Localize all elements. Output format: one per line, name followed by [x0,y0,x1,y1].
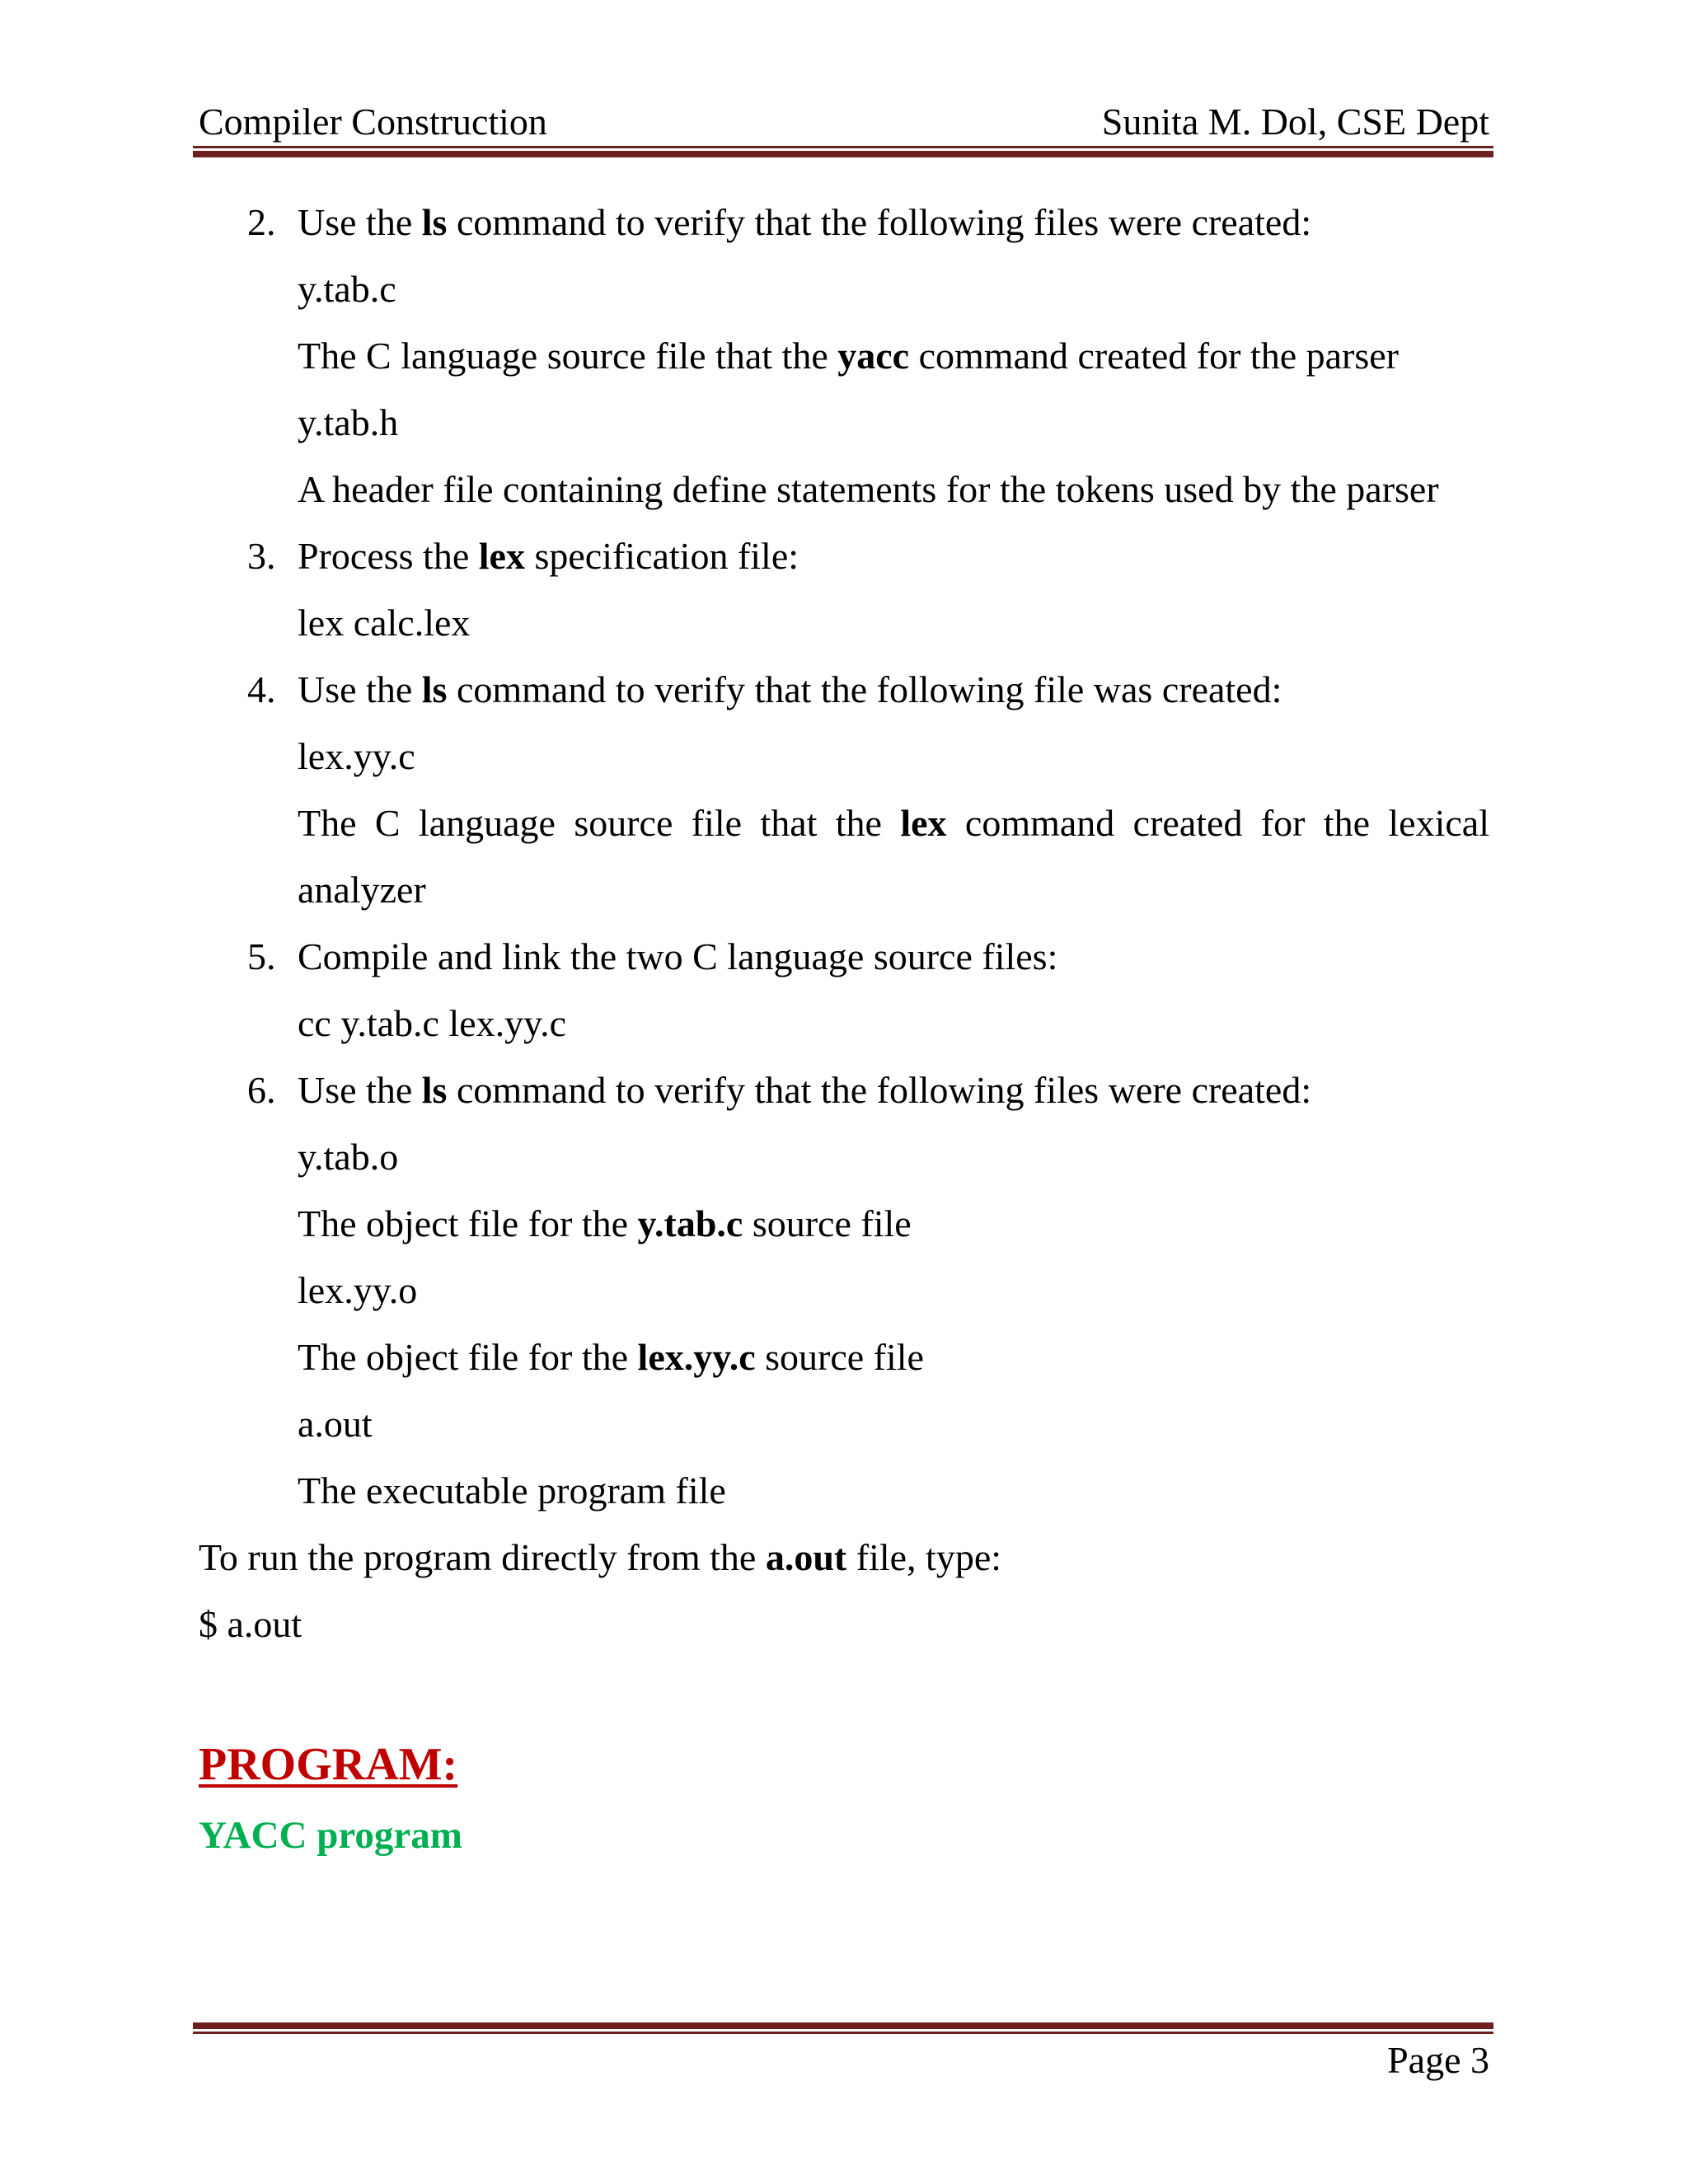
file-description-continued: analyzer [298,869,426,911]
file-name: y.tab.o [298,1136,399,1178]
list-number: 3. [247,535,276,577]
file-description: The object file for the lex.yy.c source file [298,1336,924,1378]
program-heading: PROGRAM: [199,1739,458,1790]
header-title: Compiler Construction [199,101,547,143]
file-description: A header file containing define statements for the tokens used by the parser [298,468,1439,510]
list-number: 4. [247,668,276,710]
list-number: 2. [247,201,276,243]
file-description: The object file for the y.tab.c source file [298,1202,912,1244]
file-description: The C language source file that the yacc command created for the parser [298,335,1399,377]
footer-rule [193,2022,1493,2034]
document-body [199,199,1489,1667]
file-name: a.out [298,1403,373,1445]
step-text: Use the ls command to verify that the following files were created: [298,1069,1312,1111]
page-number: Page 3 [1387,2039,1489,2081]
command-line: lex calc.lex [298,602,471,644]
list-item [199,1066,1489,1133]
list-number: 6. [247,1069,276,1111]
list-item [199,666,1489,733]
run-command: $ a.out [199,1603,302,1645]
yacc-subheading: YACC program [199,1814,462,1857]
step-text: Process the lex specification file: [298,535,799,577]
run-instruction: To run the program directly from the a.out file, type: [199,1536,1002,1578]
command-line: cc y.tab.c lex.yy.c [298,1002,567,1044]
file-name: lex.yy.o [298,1269,418,1311]
file-description: The executable program file [298,1469,726,1511]
list-item [199,532,1489,599]
page-header [199,97,1489,147]
file-name: y.tab.h [298,401,399,443]
list-item [199,199,1489,265]
list-number: 5. [247,935,276,977]
list-item [199,933,1489,1000]
header-author: Sunita M. Dol, CSE Dept [1101,101,1489,143]
step-text: Use the ls command to verify that the following files were created: [298,201,1312,243]
file-description: The C language source file that the lex command created for the lexical [298,802,1489,844]
header-rule [193,146,1493,157]
file-name: lex.yy.c [298,735,415,777]
file-name: y.tab.c [298,268,396,310]
step-text: Use the ls command to verify that the following file was created: [298,668,1282,710]
step-text: Compile and link the two C language source files: [298,935,1058,977]
